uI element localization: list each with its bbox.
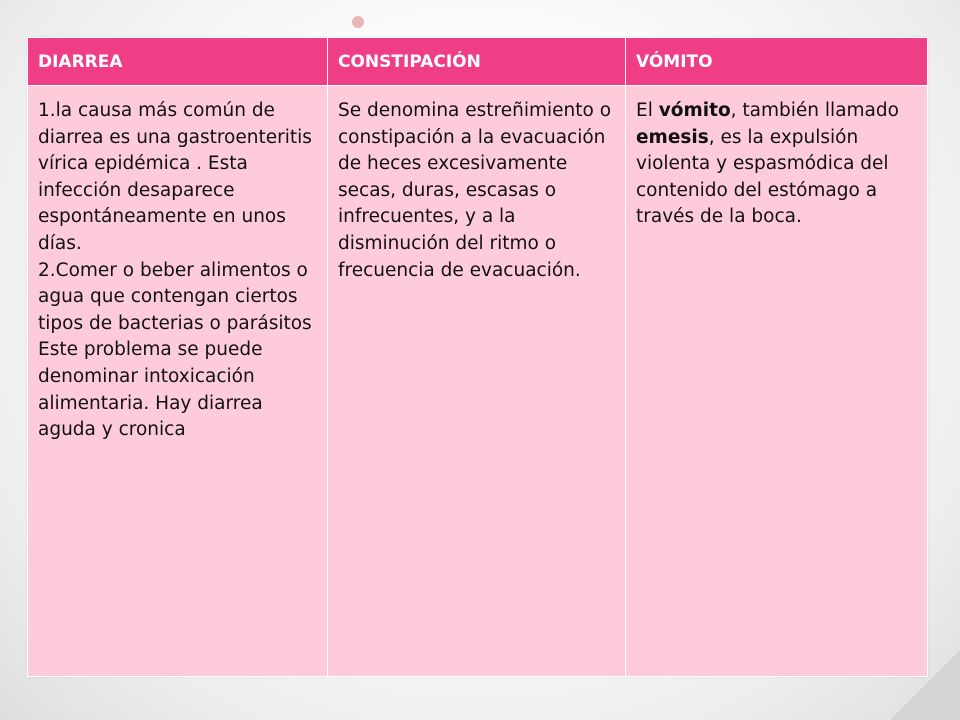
vomito-text-part: , es la expulsión violenta y espasmódica del contenido del estómago a través de la boca. xyxy=(636,126,889,228)
vomito-text-part: , también llamado xyxy=(730,100,899,121)
vomito-text xyxy=(636,98,919,231)
diarrea-cause-2: 2.Comer o beber alimentos o agua que contengan ciertos tipos de bacterias o parásitos Este problema se puede denominar intoxicación alimentaria. Hay diarrea aguda y cronica xyxy=(38,259,312,441)
cell-constipacion xyxy=(328,86,626,677)
cell-vomito xyxy=(626,86,928,677)
cell-diarrea xyxy=(28,86,328,677)
emesis-term: emesis xyxy=(636,126,709,148)
header-vomito: VÓMITO xyxy=(626,38,928,86)
header-constipacion: CONSTIPACIÓN xyxy=(328,38,626,86)
symptoms-table xyxy=(27,37,928,677)
vomito-term: vómito xyxy=(658,100,731,121)
header-diarrea: DIARREA xyxy=(28,38,328,86)
diarrea-cause-1: 1.la causa más común de diarrea es una gastroenteritis vírica epidémica . Esta infección desaparece espontáneamente en unos días. xyxy=(38,100,312,254)
table-header-row xyxy=(28,38,928,86)
constipacion-text: Se denomina estreñimiento o constipación a la evacuación de heces excesivamente secas, duras, escasas o infrecuentes, y a la disminución del ritmo o frecuencia de evacuación. xyxy=(338,100,612,281)
vomito-text-part: El xyxy=(636,100,659,121)
title-placeholder-dot xyxy=(352,16,364,28)
table-row xyxy=(28,86,928,677)
